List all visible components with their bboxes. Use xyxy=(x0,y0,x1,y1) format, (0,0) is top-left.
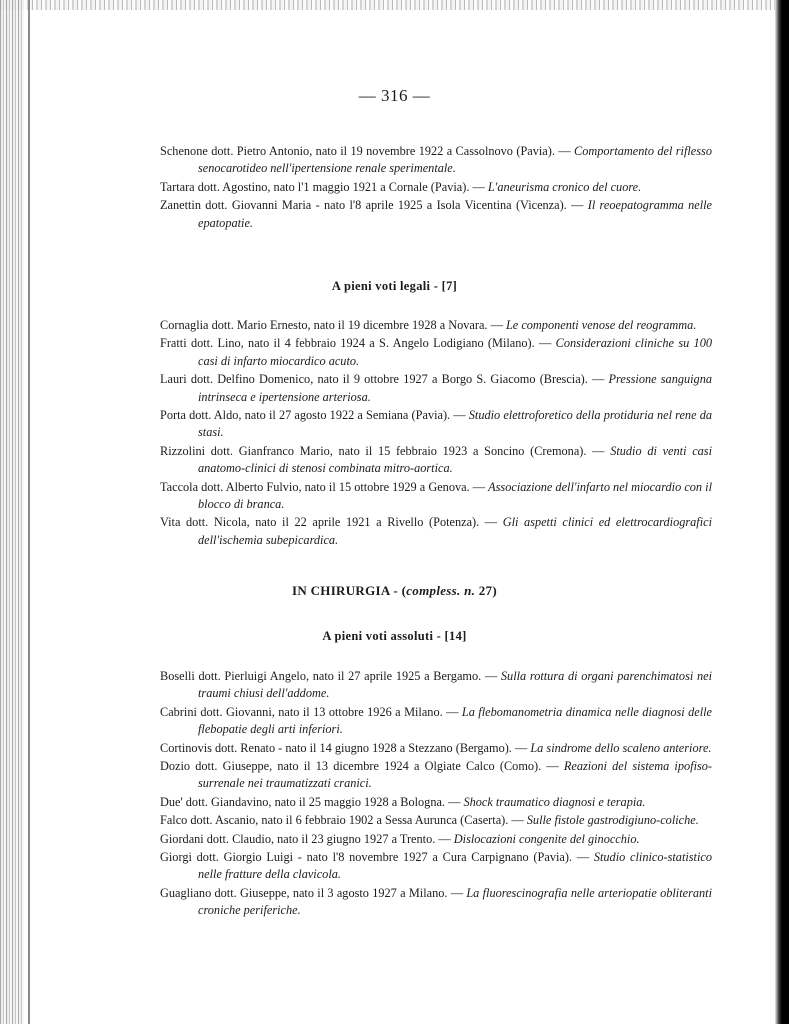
list-item: Porta dott. Aldo, nato il 27 agosto 1922 a Semiana (Pavia). — Studio elettroforetico della protiduria nel rene da stasi. xyxy=(160,408,712,440)
list-item: Schenone dott. Pietro Antonio, nato il 19 novembre 1922 a Cassolnovo (Pavia). — Comportamento del riflesso senocarotideo nell'ipertensione renale sperimentale. xyxy=(160,144,712,176)
page-number: — 316 — xyxy=(358,86,431,105)
scan-edge-left xyxy=(0,0,24,1024)
list-item: Tartara dott. Agostino, nato l'1 maggio 1921 a Cornale (Pavia). — L'aneurisma cronico del cuore. xyxy=(160,179,642,194)
list-item: Fratti dott. Lino, nato il 4 febbraio 1924 a S. Angelo Lodigiano (Milano). — Considerazioni cliniche su 100 casi di infarto miocardico acuto. xyxy=(160,336,713,368)
list-item: Cornaglia dott. Mario Ernesto, nato il 19 dicembre 1928 a Novara. — Le componenti venose del reogramma. xyxy=(160,318,697,332)
list-item: Dozio dott. Giuseppe, nato il 13 dicembre 1924 a Olgiate Calco (Como). — Reazioni del sistema ipofiso-surrenale nei traumatizzati cranici. xyxy=(160,759,713,791)
list-item: Cabrini dott. Giovanni, nato il 13 ottobre 1926 a Milano. — La flebomanometria dinamica nelle diagnosi delle flebopatie degli arti inferiori. xyxy=(160,704,713,737)
entries-block-1 xyxy=(160,143,712,233)
list-item: Vita dott. Nicola, nato il 22 aprile 1921 a Rivello (Potenza). — Gli aspetti clinici ed elettrocardiografici dell'ischemia subepicardica. xyxy=(160,515,713,547)
section-heading-assoluti: A pieni voti assoluti - [14] xyxy=(322,629,467,643)
list-item: Cortinovis dott. Renato - nato il 14 giugno 1928 a Stezzano (Bergamo). — La sindrome dello scaleno anteriore. xyxy=(160,740,712,755)
list-item: Lauri dott. Delfino Domenico, nato il 9 ottobre 1927 a Borgo S. Giacomo (Brescia). — Pressione sanguigna intrinseca e ipertensione arteriosa. xyxy=(160,372,713,404)
entries-block-assoluti xyxy=(160,668,712,921)
list-item: Giorgi dott. Giorgio Luigi - nato l'8 novembre 1927 a Cura Carpignano (Pavia). — Studio clinico-statistico nelle fratture della clavicola. xyxy=(160,850,712,882)
entries-block-legali xyxy=(160,317,712,550)
list-item: Zanettin dott. Giovanni Maria - nato l'8 aprile 1925 a Isola Vicentina (Vicenza). — Il reoepatogramma nelle epatopatie. xyxy=(160,198,713,230)
list-item: Guagliano dott. Giuseppe, nato il 3 agosto 1927 a Milano. — La fluorescinografia nelle arteriopatie obliteranti croniche periferiche. xyxy=(160,885,712,918)
list-item: Falco dott. Ascanio, nato il 6 febbraio 1902 a Sessa Aurunca (Caserta). — Sulle fistole gastrodigiuno-coliche. xyxy=(160,813,699,828)
list-item: Taccola dott. Alberto Fulvio, nato il 15 ottobre 1929 a Genova. — Associazione dell'infarto nel miocardio con il blocco di branca. xyxy=(160,479,712,512)
list-item: Due' dott. Giandavino, nato il 25 maggio 1928 a Bologna. — Shock traumatico diagnosi e terapia. xyxy=(160,794,646,809)
list-item: Giordani dott. Claudio, nato il 23 giugno 1927 a Trento. — Dislocazioni congenite del ginocchio. xyxy=(160,831,640,846)
list-item: Boselli dott. Pierluigi Angelo, nato il 27 aprile 1925 a Bergamo. — Sulla rottura di organi parenchimatosi nei traumi chiusi dell'addome. xyxy=(160,669,712,701)
scan-edge-right xyxy=(775,0,789,1024)
list-item: Rizzolini dott. Gianfranco Mario, nato il 15 febbraio 1923 a Soncino (Cremona). — Studio di venti casi anatomo-clinici di stenosi combinata mitro-aortica. xyxy=(160,443,713,476)
section-heading-legali: A pieni voti legali - [7] xyxy=(331,279,458,293)
chirurgia-heading: IN CHIRURGIA - (compless. n. 27) xyxy=(292,583,497,598)
scan-edge-top xyxy=(0,0,789,10)
scan-binding-line xyxy=(28,0,30,1024)
